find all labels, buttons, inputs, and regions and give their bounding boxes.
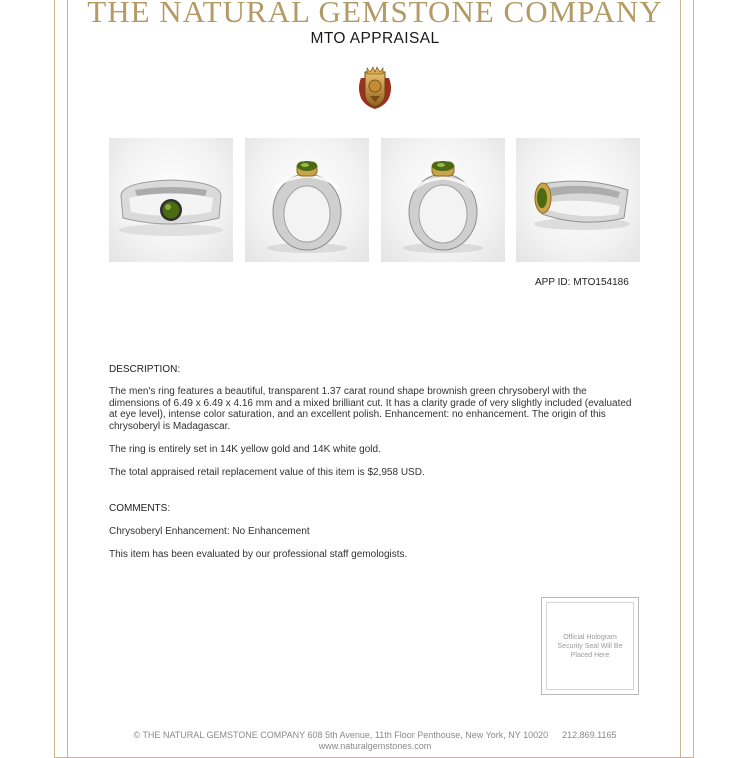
footer-company-address: © THE NATURAL GEMSTONE COMPANY 608 5th Avenue, 11th Floor Penthouse, New York, NY 10020	[133, 730, 549, 740]
comments-heading: COMMENTS:	[109, 503, 171, 514]
evaluation-comment: This item has been evaluated by our professional staff gemologists.	[109, 549, 408, 560]
description-paragraph: The men's ring features a beautiful, transparent 1.37 carat round shape brownish green chrysoberyl with the dimensions of 6.49 x 6.49 x 4.16 mm and a mixed brilliant cut. It has a clarity grade of very slightly included (evaluated at eye level), intense color saturation, and an excellent polish. Enhancement: no enhancement. The origin of this chrysoberyl is Madagascar.	[109, 386, 632, 432]
company-name: THE NATURAL GEMSTONE COMPANY	[87, 0, 663, 29]
seal-placeholder-text: Official Hologram Security Seal Will Be Placed Here	[557, 633, 623, 659]
appraised-value-text: The total appraised retail replacement value of this item is $2,958 USD.	[109, 467, 425, 478]
footer-website-link[interactable]: www.naturalgemstones.com	[318, 741, 432, 751]
company-crest-logo	[355, 66, 395, 110]
ring-photo-side	[245, 138, 369, 262]
footer-phone: 212.869.1165	[562, 730, 617, 740]
appraisal-id-label: APP ID:	[535, 277, 571, 288]
description-heading: DESCRIPTION:	[109, 364, 181, 375]
enhancement-comment: Chrysoberyl Enhancement: No Enhancement	[109, 526, 310, 537]
footer-address	[0, 730, 750, 740]
appraisal-id	[535, 277, 632, 288]
hologram-seal-placeholder	[541, 597, 639, 695]
ring-photo-front	[109, 138, 233, 262]
ring-photo-angled	[516, 138, 640, 262]
metal-setting-text: The ring is entirely set in 14K yellow gold and 14K white gold.	[109, 444, 381, 455]
ring-photo-profile	[381, 138, 505, 262]
appraisal-id-value: MTO154186	[573, 277, 629, 288]
document-title: MTO APPRAISAL	[310, 30, 440, 47]
